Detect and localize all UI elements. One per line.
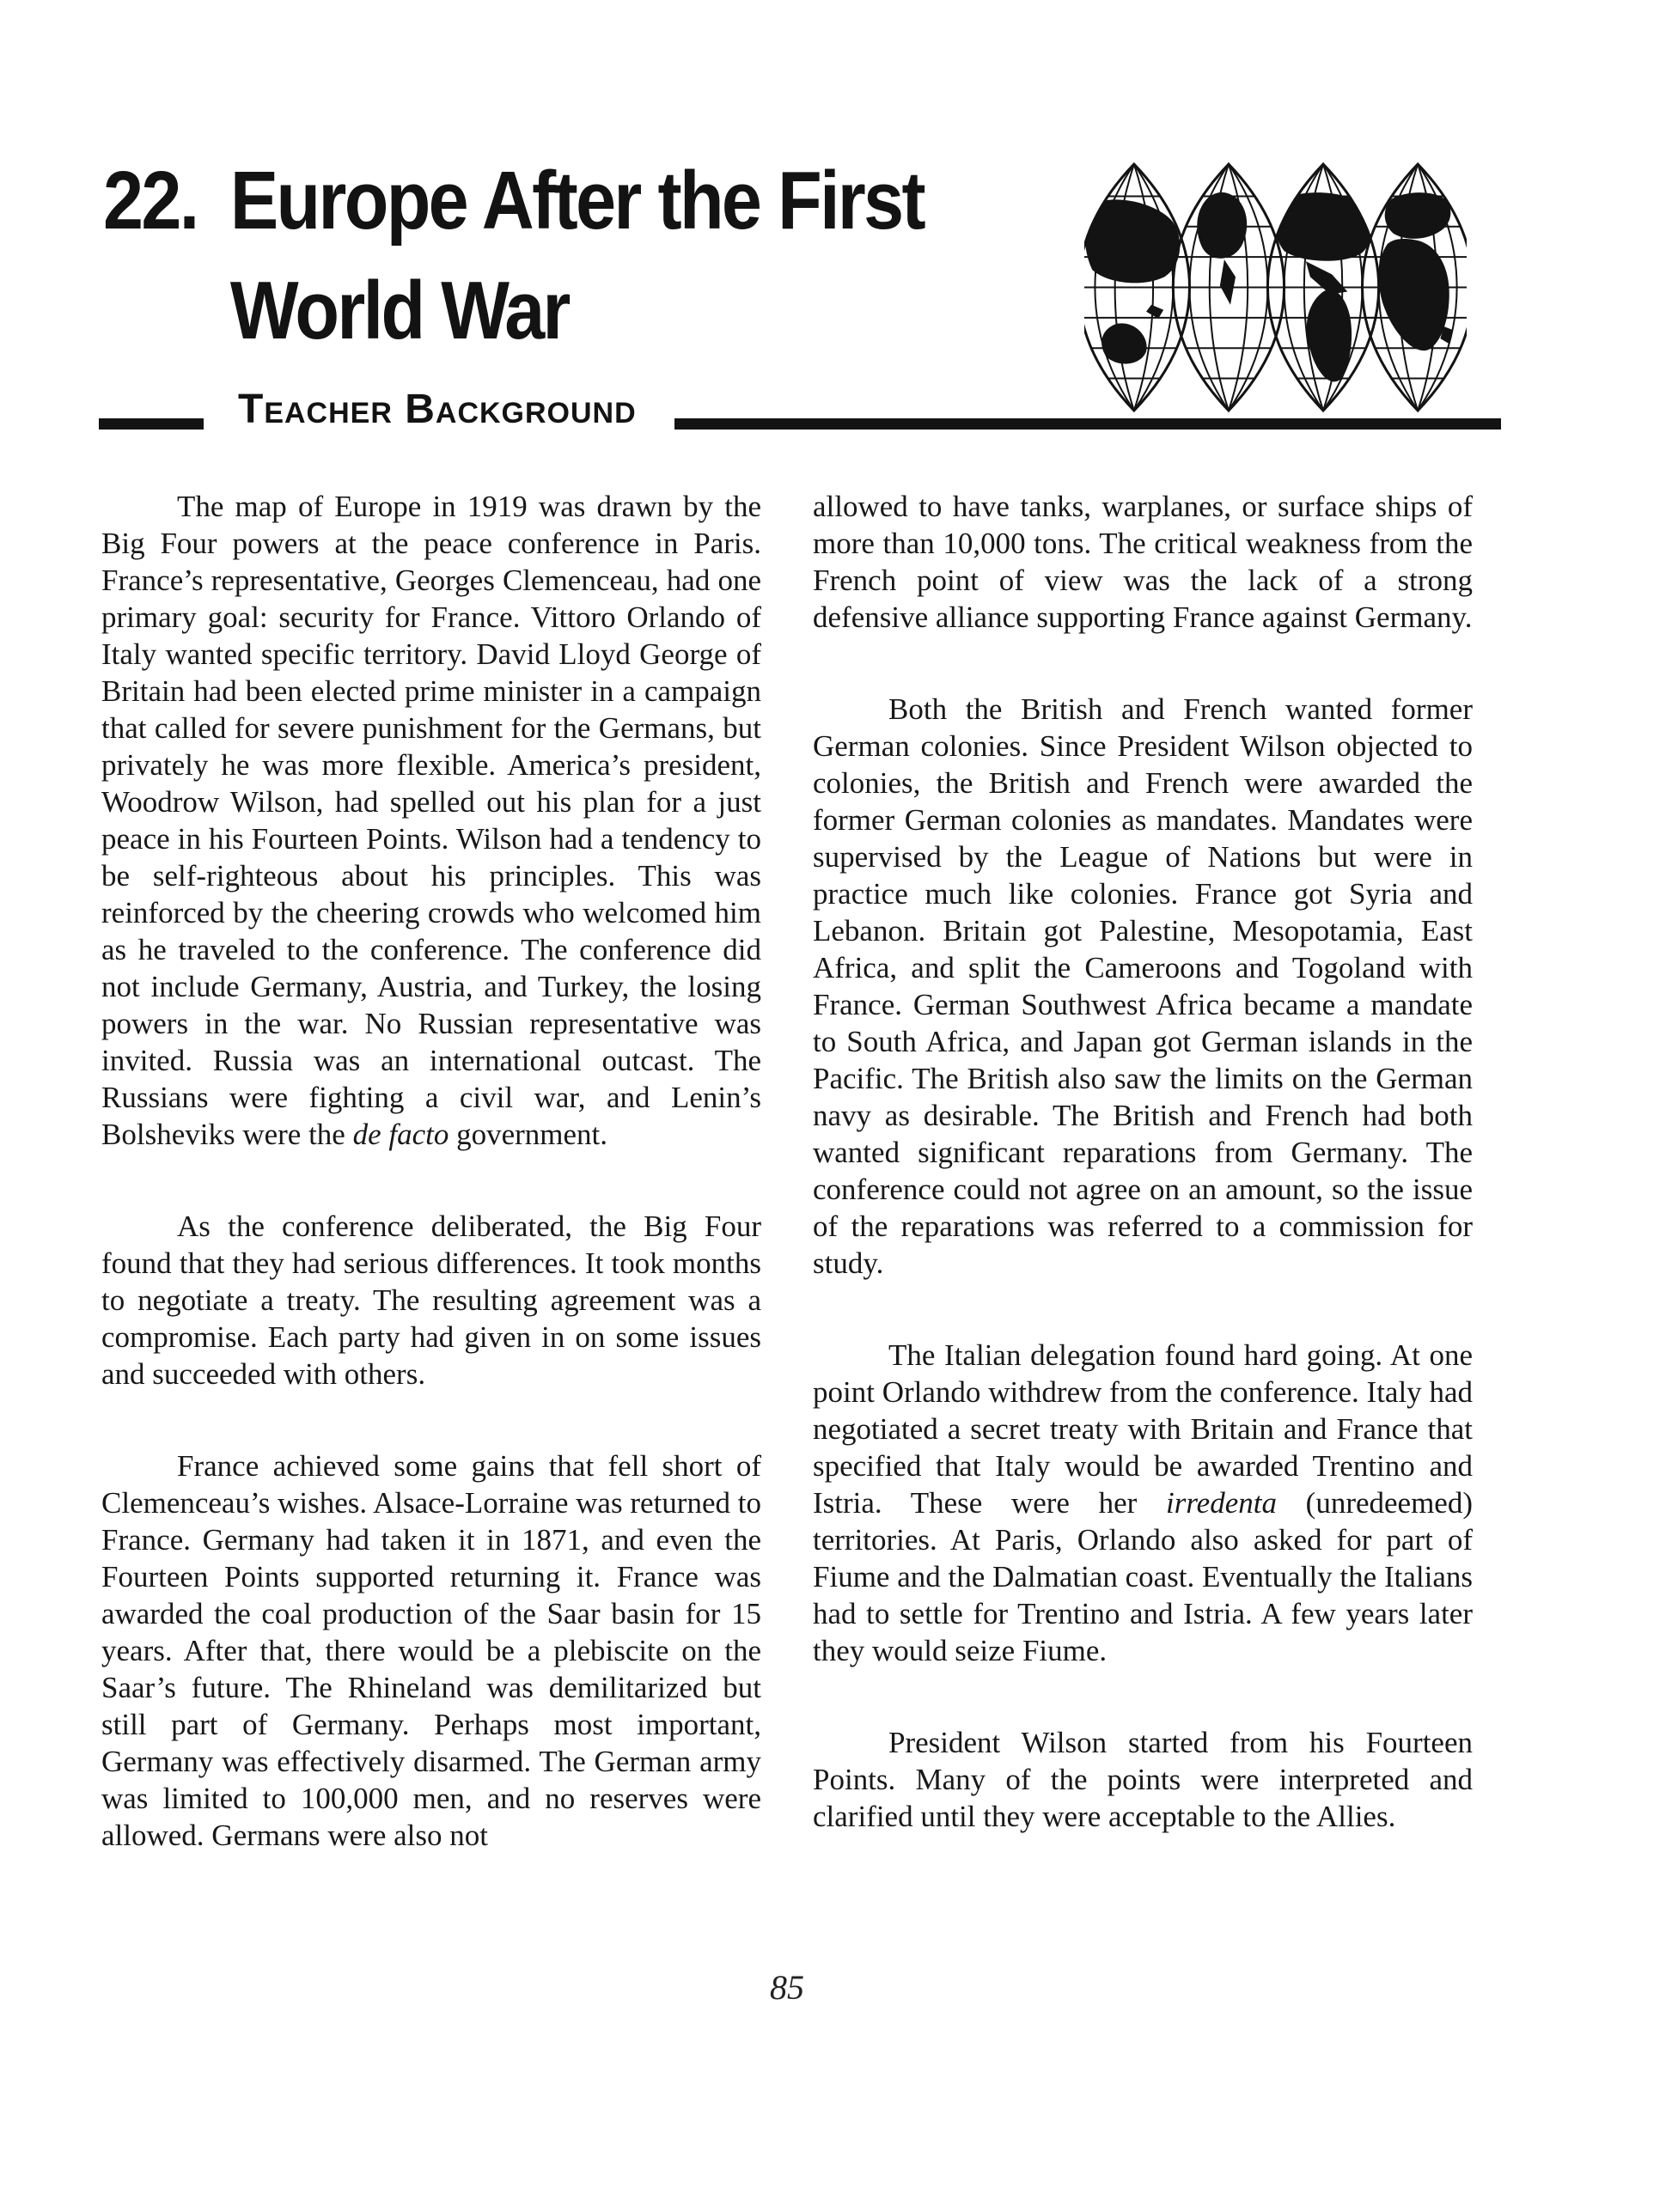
world-map-gores-illustration [1084,157,1467,417]
chapter-number: 22. [103,155,198,247]
paragraph [813,1724,1473,1835]
page-title-line-2: World War [229,264,569,356]
paragraph [101,1208,761,1392]
text-run: The map of Europe in 1919 was drawn by the Big Four powers at the peace conference in Paris. France’s representative, Georges Clemenceau, had one primary goal: security for France. Vittoro Orlando of Italy wanted specific territory. David Lloyd George of Britain had been elected prime minister in a campaign that called for severe punishment for the Germans, but privately he was more flexible. America’s president, Woodrow Wilson, had spelled out his plan for a just peace in his Fourteen Points. Wilson had a tendency to be self-righteous about his principles. This was reinforced by the cheering crowds who welcomed him as he traveled to the conference. The conference did not include Germany, Austria, and Turkey, the losing powers in the war. No Russian representative was invited. Russia was an international outcast. The Russians were fighting a civil war, and Lenin’s Bolsheviks were the [101,490,761,1151]
section-heading: Teacher Background [238,387,637,432]
paragraph [101,1447,761,1854]
text-run: government. [449,1118,608,1151]
page-number: 85 [770,1968,804,2007]
paragraph [813,1337,1473,1669]
page-title [230,146,924,365]
text-column-left [101,488,761,1909]
text-run: (unredeemed) territories. At Paris, Orlando also asked for part of Fiume and the Dalmatian coast. Eventually the Italians had to settle for Trentino and Istria. A few years later they would seize Fiume. [813,1486,1473,1667]
header-rule-right [674,418,1501,430]
paragraph [101,488,761,1153]
page-footer [101,1967,1473,2008]
text-run: allowed to have tanks, warplanes, or surface ships of more than 10,000 tons. The critical weakness from the French point of view was the lack of a strong defensive alliance supporting France against Germany. [813,490,1473,634]
paragraph [813,691,1473,1282]
italic-phrase: de facto [352,1118,449,1151]
text-run: President Wilson started from his Fourteen Points. Many of the points were interpreted and clarified until they were acceptable to the Allies. [813,1726,1473,1833]
italic-phrase: irredenta [1166,1486,1277,1520]
text-run: Both the British and French wanted former German colonies. Since President Wilson objected to colonies, the British and French were awarded the former German colonies as mandates. Mandates were supervised by the League of Nations but were in practice much like colonies. France got Syria and Lebanon. Britain got Palestine, Mesopotamia, East Africa, and split the Cameroons and Togoland with France. German Southwest Africa became a mandate to South Africa, and Japan got German islands in the Pacific. The British also saw the limits on the German navy as desirable. The British and French had both wanted significant reparations from Germany. The conference could not agree on an amount, so the issue of the reparations was referred to a commission for study. [813,692,1473,1280]
paragraph [813,488,1473,636]
chapter-title-block [103,146,924,365]
header-rule-left [99,418,204,430]
text-run: As the conference deliberated, the Big Four found that they had serious differences. It took months to negotiate a treaty. The resulting agreement was a compromise. Each party had given in on some issues and succeeded with others. [101,1210,761,1391]
text-run: The Italian delegation found hard going. At one point Orlando withdrew from the conference. Italy had negotiated a secret treaty with Britain and France that specified that Italy would be awarded Trentino and Istria. These were her [813,1338,1473,1520]
page-title-line-1: Europe After the First [229,155,924,247]
text-column-right [813,488,1473,1890]
text-run: France achieved some gains that fell short of Clemenceau’s wishes. Alsace-Lorraine was returned to France. Germany had taken it in 1871, and even the Fourteen Points supported returning it. France was awarded the coal production of the Saar basin for 15 years. After that, there would be a plebiscite on the Saar’s future. The Rhineland was demilitarized but still part of Germany. Perhaps most important, Germany was effectively disarmed. The German army was limited to 100,000 men, and no reserves were allowed. Germans were also not [101,1449,761,1852]
